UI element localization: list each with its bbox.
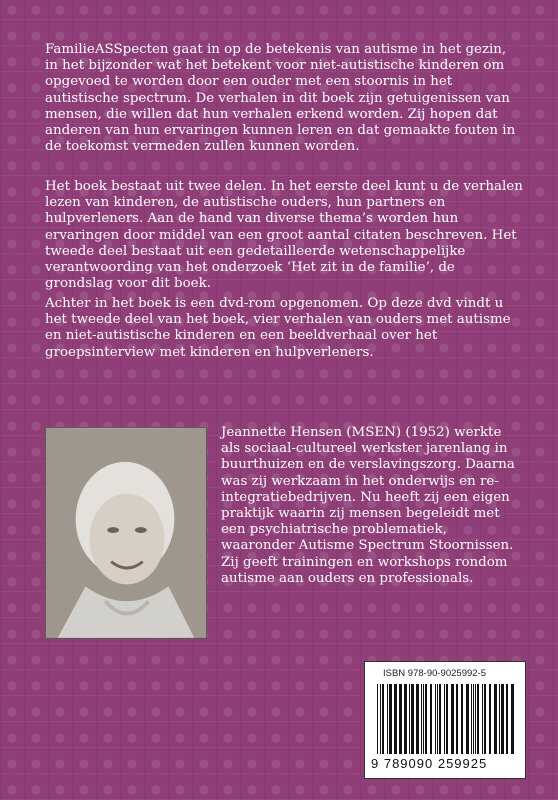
intro-paragraph: [45, 42, 523, 155]
portrait-icon: [46, 428, 206, 638]
intro-text: FamilieASSpecten gaat in op de betekenis van autisme in het gezin, in het bijzonder wat het betekent voor niet-autistische kinderen om opgevoed te worden door een ouder met een stoornis in het autistische spectrum. De verhalen in dit boek zijn getuigenissen van mensen, die willen dat hun verhalen erkend worden. Zij hopen dat anderen van hun ervaringen kunnen leren en dat gemaakte fouten in de toekomst vermeden zullen kunnen worden.: [45, 42, 516, 155]
dvd-text: Achter in het boek is een dvd-rom opgenomen. Op deze dvd vindt u het tweede deel van het boek, vier verhalen van ouders met autisme en niet-autistische kinderen en een beeldverhaal over het groepsinterview met kinderen en hulpverleners.: [45, 296, 511, 360]
parts-paragraph: [45, 179, 523, 292]
barcode-digits: 9 789090 259925: [371, 756, 488, 771]
parts-text: Het boek bestaat uit twee delen. In het eerste deel kunt u de verhalen lezen van kinderen, de autistische ouders, hun partners en hulpverleners. Aan de hand van diverse thema’s worden hun ervaringen door middel van een groot aantal citaten beschreven. Het tweede deel bestaat uit een gedetailleerde wetenschappelijke verantwoording van het onderzoek ‘Het zit in de familie’, de grondslag voor dit boek.: [45, 179, 523, 292]
author-portrait-photo: [45, 427, 207, 639]
isbn-barcode: [364, 661, 526, 779]
barcode-icon: [375, 684, 515, 754]
dvd-paragraph: [45, 296, 523, 361]
isbn-label: ISBN 978-90-9025992-5: [383, 668, 486, 679]
author-bio-text: Jeannette Hensen (MSEN) (1952) werkte als sociaal-cultureel werkster jarenlang in buurthuizen en de verslavingszorg. Daarna was zij werkzaam in het onderwijs en re-integratiebedrijven. Nu heeft zij een eigen praktijk waarin zij mensen begeleidt met een psychiatrische problematiek, waaronder Autisme Spectrum Stoornissen. Zij geeft trainingen en workshops rondom autisme aan ouders en professionals.: [221, 425, 515, 586]
author-bio: [221, 425, 521, 587]
